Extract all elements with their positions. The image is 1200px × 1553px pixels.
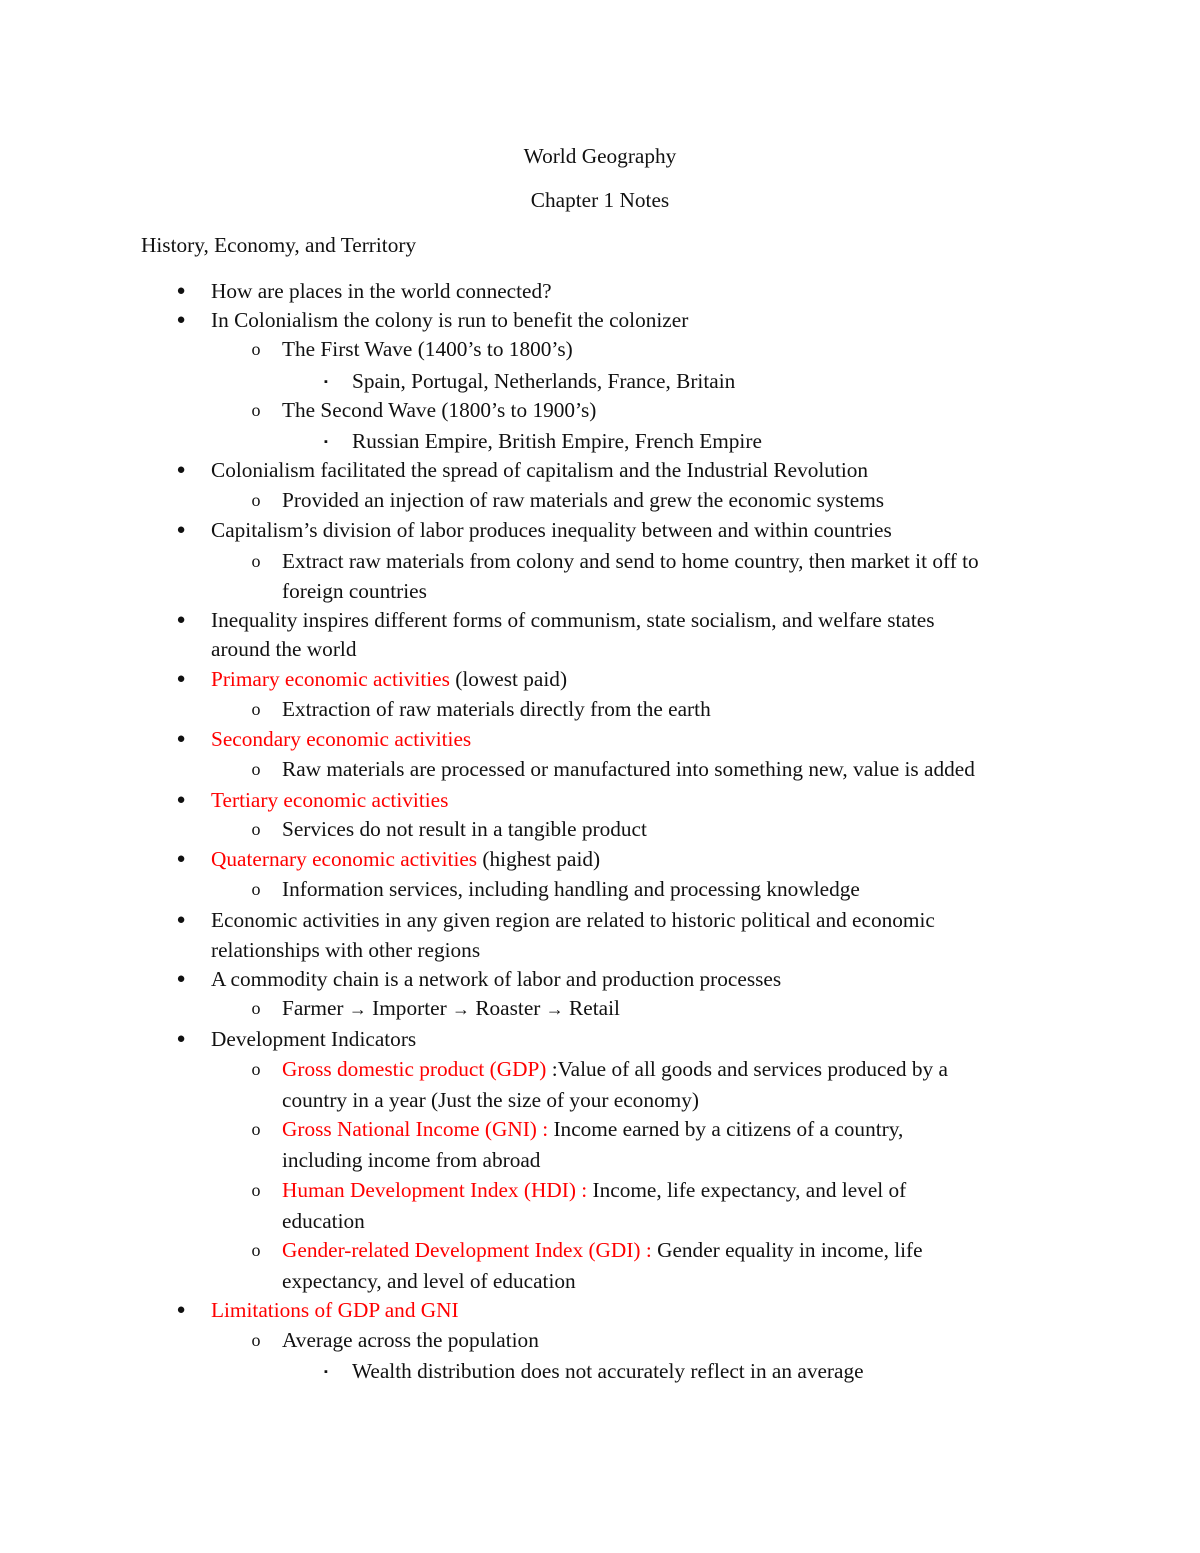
square-bullet-icon: ▪	[324, 1366, 328, 1378]
list-item	[176, 1295, 459, 1325]
arrow-right-icon: →	[545, 999, 564, 1019]
highlighted-term: Limitations of GDP and GNI	[211, 1298, 459, 1322]
bullet-icon: ●	[176, 792, 186, 808]
square-bullet-icon: ▪	[324, 436, 328, 448]
bullet-icon: ●	[176, 283, 186, 299]
list-item-continuation: relationships with other regions	[211, 938, 481, 962]
bullet-icon: ●	[176, 671, 186, 687]
bullet-icon: ●	[176, 612, 186, 628]
bullet-icon: ●	[176, 912, 186, 928]
sub-list-item: o Gross National Income (GNI) : Income earned by a citizens of a country,	[282, 1114, 903, 1144]
circle-bullet-icon: o	[251, 699, 261, 719]
list-item	[176, 785, 449, 815]
sub-list-item: o Services do not result in a tangible product	[282, 814, 647, 844]
highlighted-term: Gross domestic product (GDP)	[282, 1057, 547, 1081]
circle-bullet-icon: o	[251, 1059, 261, 1079]
highlighted-term: Quaternary economic activities	[211, 847, 478, 871]
sub-list-item-continuation: including income from abroad	[282, 1148, 541, 1172]
sub-list-item: o Provided an injection of raw materials and grew the economic systems	[282, 485, 884, 515]
circle-bullet-icon: o	[251, 759, 261, 779]
highlighted-term: Gender-related Development Index (GDI) :	[282, 1238, 652, 1262]
sub-list-item: o Farmer → Importer → Roaster → Retail	[282, 993, 620, 1024]
circle-bullet-icon: o	[251, 339, 261, 359]
sub-list-item: o Gross domestic product (GDP) :Value of all goods and services produced by a	[282, 1054, 948, 1084]
bullet-icon: ●	[176, 971, 186, 987]
bullet-icon: ●	[176, 851, 186, 867]
sub-list-item-continuation: foreign countries	[282, 579, 427, 603]
sub-list-item-continuation: expectancy, and level of education	[282, 1269, 576, 1293]
circle-bullet-icon: o	[251, 1180, 261, 1200]
sub-list-item: o The First Wave (1400’s to 1800’s)	[282, 334, 573, 364]
page-title: World Geography	[523, 144, 677, 168]
sub-list-item: o Raw materials are processed or manufactured into something new, value is added	[282, 754, 975, 784]
arrow-right-icon: →	[452, 999, 470, 1019]
circle-bullet-icon: o	[251, 551, 261, 571]
highlighted-term: Primary economic activities	[211, 667, 450, 691]
list-item	[176, 724, 472, 754]
list-item: ● Quaternary economic activities (highest paid)	[211, 844, 600, 874]
list-item: ● Colonialism facilitated the spread of capitalism and the Industrial Revolution	[211, 455, 868, 485]
list-item: ● Capitalism’s division of labor produces inequality between and within countries	[211, 515, 892, 545]
circle-bullet-icon: o	[251, 819, 261, 839]
arrow-right-icon: →	[348, 999, 367, 1019]
bullet-icon: ●	[176, 522, 186, 538]
sub-sub-list-item: ▪ Wealth distribution does not accurately reflect in an average	[352, 1356, 864, 1386]
list-item: ● In Colonialism the colony is run to benefit the colonizer	[211, 305, 688, 335]
list-item: ● Primary economic activities (lowest paid)	[211, 664, 567, 694]
sub-list-item: o Extract raw materials from colony and send to home country, then market it off to	[282, 546, 979, 576]
bullet-icon: ●	[176, 731, 186, 747]
circle-bullet-icon: o	[251, 1330, 261, 1350]
list-item: ● How are places in the world connected?	[211, 276, 552, 306]
highlighted-term: Secondary economic activities	[211, 727, 472, 751]
sub-list-item: o Average across the population	[282, 1325, 539, 1355]
list-item: ● A commodity chain is a network of labor and production processes	[211, 964, 781, 994]
sub-list-item: o Information services, including handling and processing knowledge	[282, 874, 860, 904]
list-item: ● Inequality inspires different forms of communism, state socialism, and welfare states	[211, 605, 935, 635]
sub-list-item: o The Second Wave (1800’s to 1900’s)	[282, 395, 596, 425]
circle-bullet-icon: o	[251, 1240, 261, 1260]
circle-bullet-icon: o	[251, 490, 261, 510]
sub-sub-list-item: ▪ Russian Empire, British Empire, French Empire	[352, 426, 762, 456]
page-subtitle: Chapter 1 Notes	[530, 188, 670, 212]
sub-list-item: o Gender-related Development Index (GDI) : Gender equality in income, life	[282, 1235, 923, 1265]
sub-list-item-continuation: education	[282, 1209, 365, 1233]
section-heading: History, Economy, and Territory	[141, 233, 417, 257]
bullet-icon: ●	[176, 462, 186, 478]
sub-list-item-continuation: country in a year (Just the size of your economy)	[282, 1088, 699, 1112]
list-item: ● Economic activities in any given region are related to historic political and economic	[211, 905, 935, 935]
list-item-continuation: around the world	[211, 637, 357, 661]
circle-bullet-icon: o	[251, 1119, 261, 1139]
list-item: ● Development Indicators	[211, 1024, 416, 1054]
square-bullet-icon: ▪	[324, 376, 328, 388]
bullet-icon: ●	[176, 1031, 186, 1047]
sub-list-item: o Extraction of raw materials directly from the earth	[282, 694, 711, 724]
sub-list-item: o Human Development Index (HDI) : Income, life expectancy, and level of	[282, 1175, 906, 1205]
circle-bullet-icon: o	[251, 879, 261, 899]
sub-sub-list-item: ▪ Spain, Portugal, Netherlands, France, Britain	[352, 366, 735, 396]
bullet-icon: ●	[176, 312, 186, 328]
highlighted-term: Tertiary economic activities	[211, 788, 449, 812]
circle-bullet-icon: o	[251, 998, 261, 1018]
highlighted-term: Human Development Index (HDI) :	[282, 1178, 588, 1202]
bullet-icon: ●	[176, 1302, 186, 1318]
highlighted-term: Gross National Income (GNI) :	[282, 1117, 549, 1141]
circle-bullet-icon: o	[251, 400, 261, 420]
